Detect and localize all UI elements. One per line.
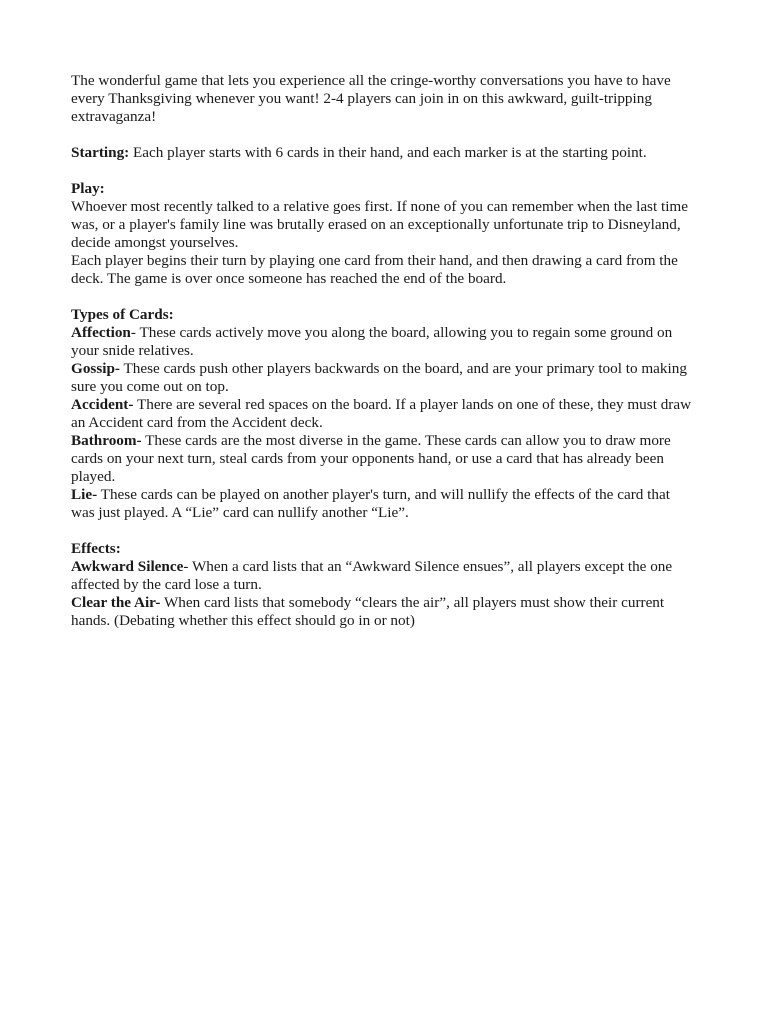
card-type-name: Accident- xyxy=(71,396,134,413)
card-type-description: These cards are the most diverse in the game. These cards can allow you to draw more cards on your next turn, steal cards from your opponents hand, or use a card that has already been played. xyxy=(71,432,671,485)
card-type-description: These cards push other players backwards on the board, and are your primary tool to making sure you come out on top. xyxy=(71,360,687,395)
card-type-name: Bathroom- xyxy=(71,432,142,449)
effect-awkward-silence xyxy=(71,558,696,594)
effect-description: When a card lists that an “Awkward Silence ensues”, all players except the one affected by the card lose a turn. xyxy=(71,558,673,593)
spacer xyxy=(71,162,696,180)
effect-clear-the-air xyxy=(71,594,696,630)
intro-paragraph: The wonderful game that lets you experience all the cringe-worthy conversations you have to have every Thanksgiving whenever you want! 2-4 players can join in on this awkward, guilt-tripping extravaganza! xyxy=(71,72,671,125)
card-type-affection xyxy=(71,324,696,360)
card-type-description: There are several red spaces on the board. If a player lands on one of these, they must draw an Accident card from the Accident deck. xyxy=(71,396,692,431)
types-of-cards-heading-label: Types of Cards: xyxy=(71,306,174,323)
spacer xyxy=(71,522,696,540)
card-type-description: These cards can be played on another player's turn, and will nullify the effects of the card that was just played. A “Lie” card can nullify another “Lie”. xyxy=(71,486,670,521)
card-type-bathroom xyxy=(71,432,696,486)
starting-label: Starting: xyxy=(71,144,130,161)
effect-name: Awkward Silence xyxy=(71,558,184,575)
play-paragraph-2: Each player begins their turn by playing one card from their hand, and then drawing a card from the deck. The game is over once someone has reached the end of the board. xyxy=(71,252,678,287)
play-heading-label: Play: xyxy=(71,180,105,197)
card-type-name: Gossip- xyxy=(71,360,120,377)
card-type-description: These cards actively move you along the board, allowing you to regain some ground on your snide relatives. xyxy=(71,324,673,359)
effect-name: Clear the Air- xyxy=(71,594,161,611)
starting-paragraph xyxy=(71,144,696,162)
spacer xyxy=(71,126,696,144)
document-page xyxy=(71,72,696,630)
card-type-gossip xyxy=(71,360,696,396)
play-heading xyxy=(71,180,696,198)
effects-heading-label: Effects: xyxy=(71,540,121,557)
effect-description: When card lists that somebody “clears the air”, all players must show their current hands. (Debating whether this effect should go in or not) xyxy=(71,594,665,629)
card-type-name: Lie- xyxy=(71,486,98,503)
types-of-cards-heading xyxy=(71,306,696,324)
spacer xyxy=(71,288,696,306)
card-type-accident xyxy=(71,396,696,432)
card-type-name: Affection xyxy=(71,324,131,341)
effect-dash: - xyxy=(183,558,189,575)
starting-text: Each player starts with 6 cards in their hand, and each marker is at the starting point. xyxy=(129,144,647,161)
card-type-dash: - xyxy=(130,324,136,341)
card-type-lie xyxy=(71,486,696,522)
play-paragraph-1: Whoever most recently talked to a relative goes first. If none of you can remember when the last time was, or a player's family line was brutally erased on an exceptionally unfortunate trip to Disneyland, decide amongst yourselves. xyxy=(71,198,688,251)
effects-heading xyxy=(71,540,696,558)
